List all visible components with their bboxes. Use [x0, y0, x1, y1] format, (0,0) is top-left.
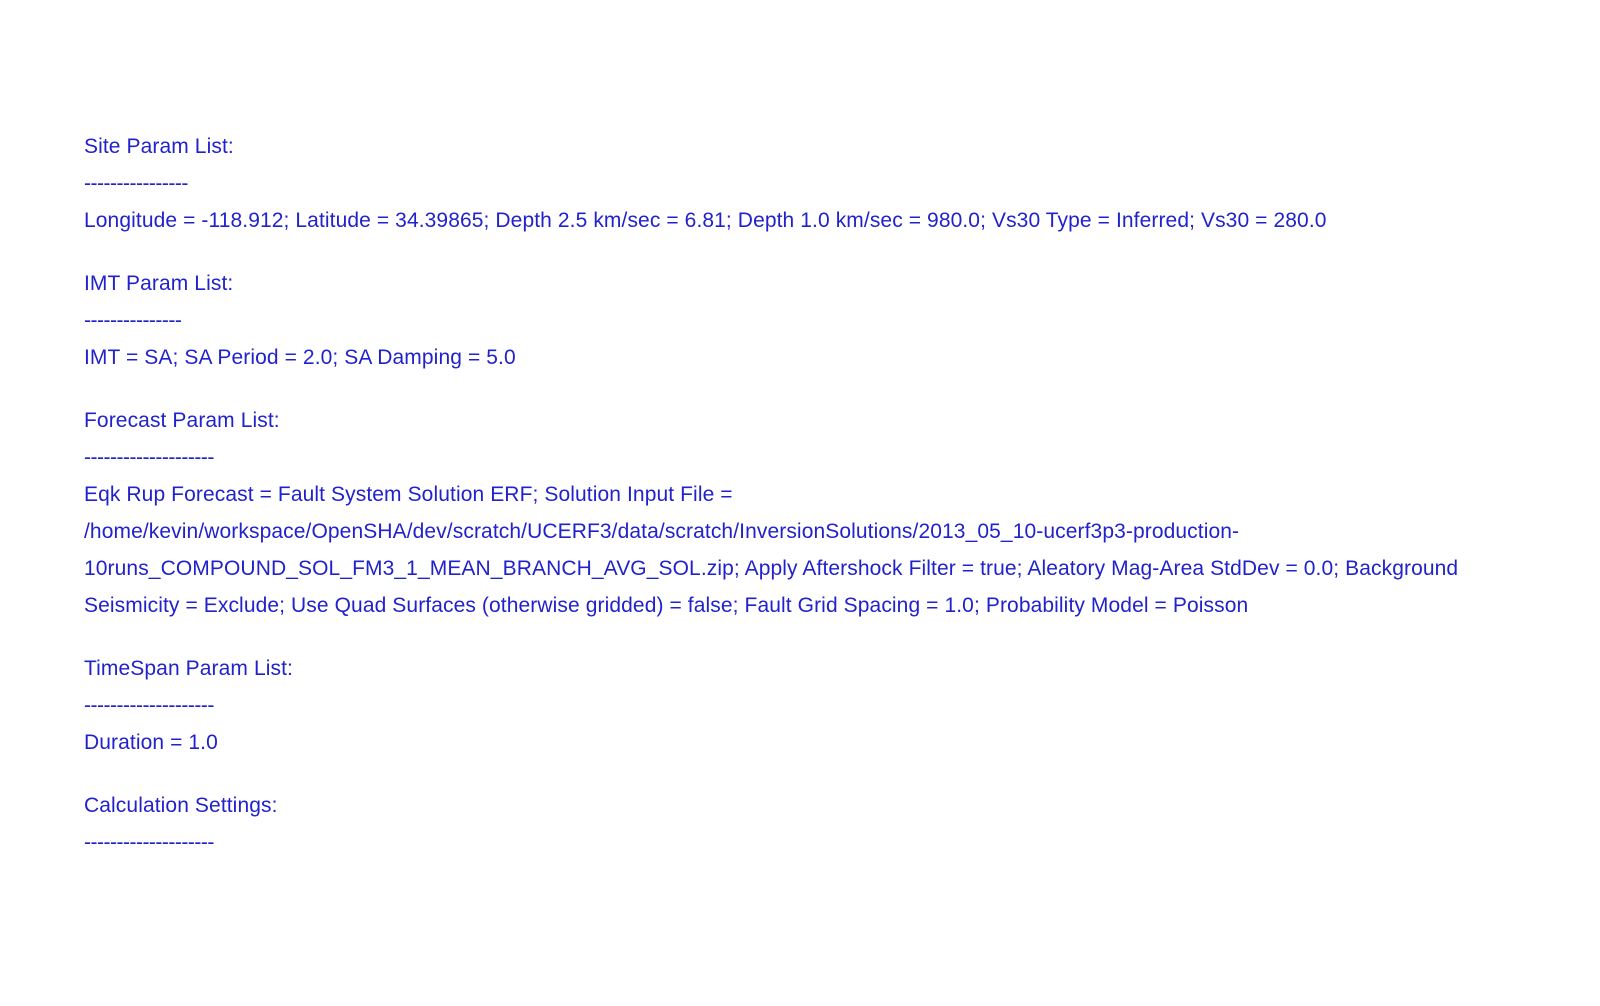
- section-line: Duration = 1.0: [84, 731, 218, 754]
- section-line: Longitude = -118.912; Latitude = 34.39865; Depth 2.5 km/sec = 6.81; Depth 1.0 km/sec = 980.0; Vs30 Type = Inferred; Vs30 = 280.0: [84, 209, 1327, 232]
- section-line: IMT = SA; SA Period = 2.0; SA Damping = 5.0: [84, 346, 516, 369]
- section-rule: --------------------: [84, 446, 214, 469]
- section-heading: TimeSpan Param List:: [84, 657, 293, 680]
- section-heading: Calculation Settings:: [84, 794, 278, 817]
- section-rule: --------------------: [84, 831, 214, 854]
- section-rule: ----------------: [84, 172, 188, 195]
- section-heading: IMT Param List:: [84, 272, 234, 295]
- section-rule: --------------------: [84, 694, 214, 717]
- section-rule: ---------------: [84, 309, 182, 332]
- section-timespan-param-list: [84, 650, 1600, 761]
- section-line: Eqk Rup Forecast = Fault System Solution ERF; Solution Input File = /home/kevin/workspace/OpenSHA/dev/scratch/UCERF3/data/scratch/InversionSolutions/2013_05_10-ucerf3p3-production-10runs_COMPOUND_SOL_FM3_1_MEAN_BRANCH_AVG_SOL.zip; Apply Aftershock Filter = true; Aleatory Mag-Area StdDev = 0.0; Background Seismicity = Exclude; Use Quad Surfaces (otherwise gridded) = false; Fault Grid Spacing = 1.0; Probability Model = Poisson: [84, 483, 1459, 617]
- section-calculation-settings: [84, 787, 1600, 861]
- section-site-param-list: [84, 128, 1600, 239]
- section-forecast-param-list: [84, 402, 1600, 624]
- section-heading: Site Param List:: [84, 135, 234, 158]
- section-imt-param-list: [84, 265, 1600, 376]
- section-heading: Forecast Param List:: [84, 409, 280, 432]
